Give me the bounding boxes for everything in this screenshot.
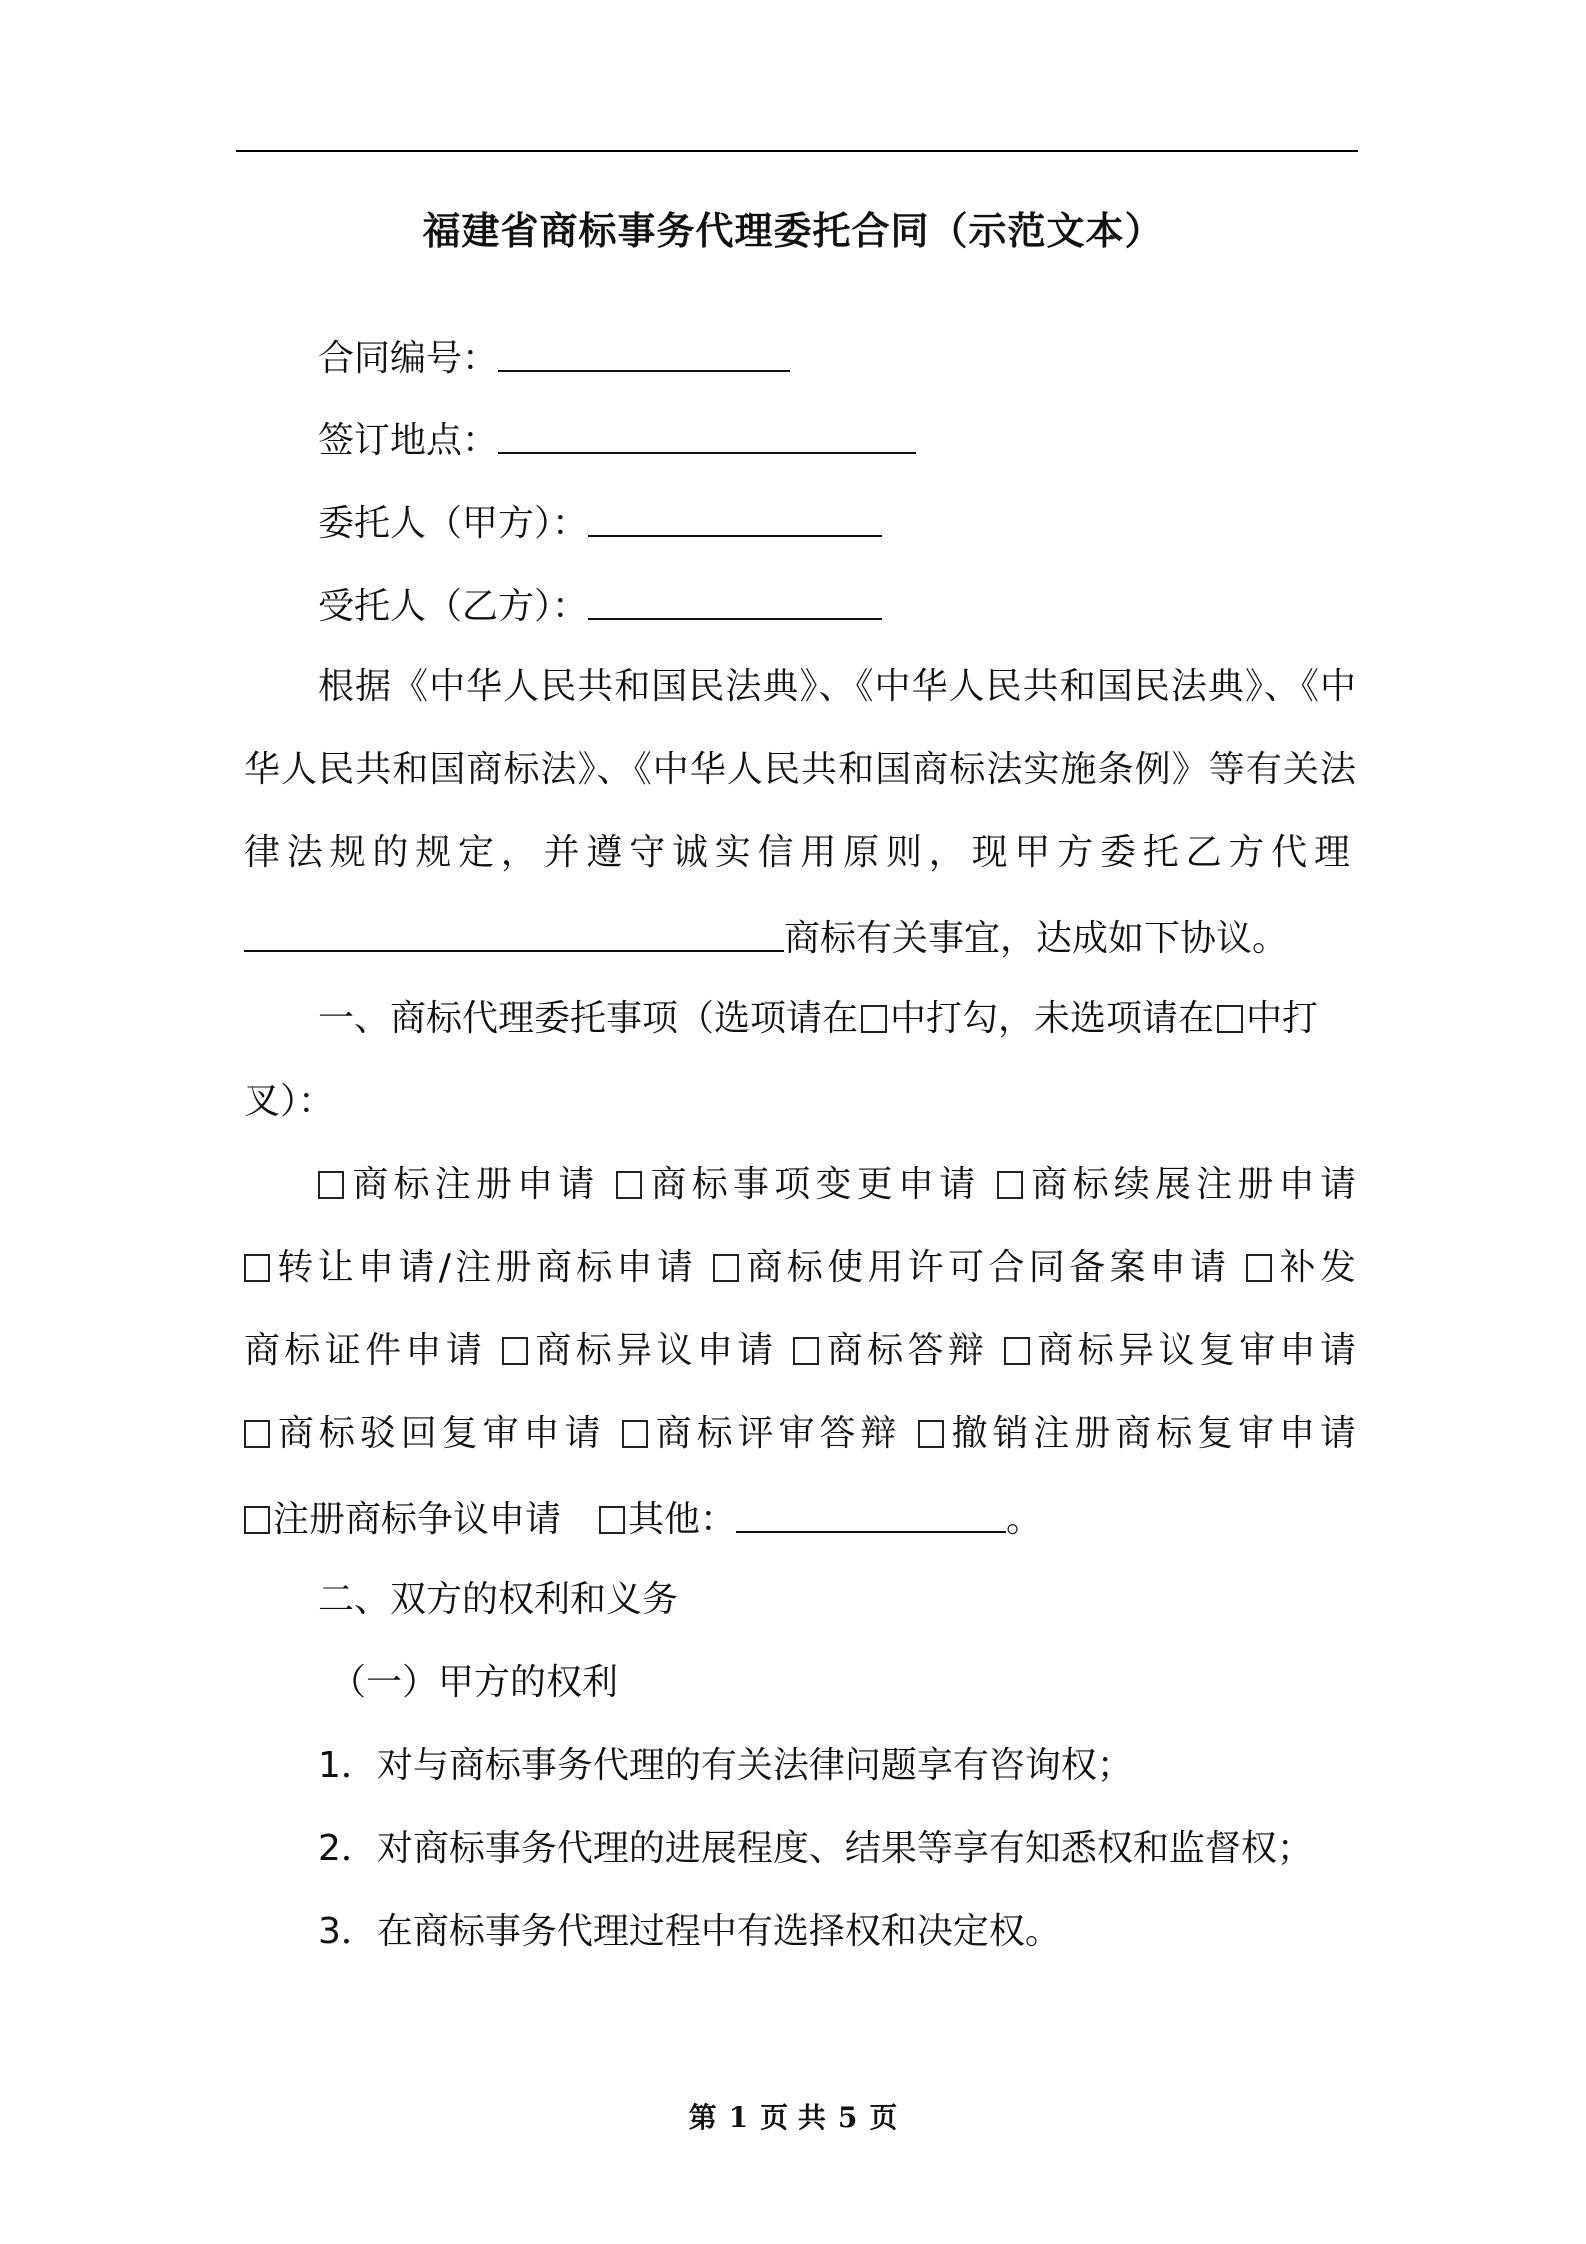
options-row-5 (244, 1489, 1356, 1545)
option-license-filing[interactable] (713, 1247, 1230, 1288)
party-b-blank[interactable] (588, 576, 882, 620)
option-change-application[interactable] (616, 1164, 980, 1205)
other-blank[interactable] (736, 1489, 1006, 1533)
checkbox-icon[interactable] (1004, 1337, 1030, 1365)
right-item-2: 2．对商标事务代理的进展程度、结果等享有知悉权和监督权； (318, 1828, 1313, 1869)
preamble-line-4-text: 商标有关事宜，达成如下协议。 (784, 918, 1289, 959)
party-b-label: 受托人（乙方）： (318, 586, 589, 627)
checkbox-icon[interactable] (599, 1506, 625, 1534)
document-title: 福建省商标事务代理委托合同（示范文本） (422, 209, 1164, 253)
checkbox-icon[interactable] (1246, 1254, 1272, 1282)
contract-number-label: 合同编号： (318, 338, 499, 379)
footer-total-pages: 5 (837, 2101, 858, 2134)
option-label: 商标答辩 (822, 1330, 989, 1371)
option-label: 商标使用许可合同备案申请 (742, 1247, 1231, 1288)
option-opposition-application[interactable] (502, 1330, 778, 1371)
option-trademark-registration[interactable] (318, 1164, 600, 1205)
footer-suffix: 页 (869, 2101, 898, 2134)
section1-heading-cont: 叉）： (244, 1081, 335, 1122)
options-row-3 (244, 1323, 1356, 1379)
right-item-3: 3．在商标事务代理过程中有选择权和决定权。 (318, 1911, 1061, 1952)
checkbox-icon[interactable] (997, 1171, 1023, 1199)
section2-sub-heading: （一）甲方的权利 (330, 1662, 619, 1703)
agency-matter-blank[interactable] (244, 908, 784, 952)
footer-prefix: 第 (688, 2101, 717, 2134)
option-label: 商标注册申请 (347, 1164, 600, 1205)
checkbox-icon (1217, 1005, 1243, 1033)
right-item-1: 1．对与商标事务代理的有关法律问题享有咨询权； (318, 1745, 1133, 1786)
footer-page-number: 1 (728, 2101, 749, 2134)
option-label: 其他： (628, 1499, 737, 1540)
contract-number-blank[interactable] (498, 328, 790, 372)
section1-heading-part-a: 一、商标代理委托事项（选项请在 (318, 998, 859, 1039)
option-label: 商标异议申请 (531, 1330, 778, 1371)
option-label-cont: 商标证件申请 (244, 1330, 487, 1371)
signing-place-label: 签订地点： (318, 420, 499, 461)
checkbox-icon[interactable] (244, 1254, 270, 1282)
option-label: 撤销注册商标复审申请 (946, 1413, 1356, 1454)
signing-place-blank[interactable] (498, 410, 916, 454)
option-label: 商标驳回复审申请 (273, 1413, 606, 1454)
option-dispute-application[interactable] (244, 1499, 561, 1540)
signing-place-line (318, 410, 1356, 466)
checkbox-icon[interactable] (713, 1254, 739, 1282)
option-review-defense[interactable] (622, 1413, 902, 1454)
option-label: 商标续展注册申请 (1026, 1164, 1356, 1205)
option-renewal-application[interactable] (997, 1164, 1356, 1205)
option-other[interactable] (599, 1499, 736, 1540)
option-rejection-review[interactable] (244, 1413, 605, 1454)
option-label: 转让申请/注册商标申请 (273, 1247, 698, 1288)
party-b-line (318, 576, 1356, 632)
checkbox-icon[interactable] (793, 1337, 819, 1365)
checkbox-icon[interactable] (318, 1171, 344, 1199)
option-opposition-review[interactable] (1004, 1330, 1356, 1371)
checkbox-icon[interactable] (622, 1420, 648, 1448)
option-transfer-application[interactable] (244, 1247, 697, 1288)
preamble-line-2: 华人民共和国商标法》、《中华人民共和国商标法实施条例》等有关法 (244, 749, 1356, 790)
option-reissue-certificate[interactable] (1246, 1247, 1356, 1288)
options-row-2 (244, 1240, 1356, 1296)
contract-number-line (318, 328, 1356, 384)
options-row-4 (244, 1406, 1356, 1462)
checkbox-icon[interactable] (244, 1506, 270, 1534)
section1-heading-part-c: 中打 (1246, 998, 1319, 1039)
option-cancellation-review[interactable] (918, 1413, 1356, 1454)
preamble-line-3: 律法规的规定，并遵守诚实信用原则，现甲方委托乙方代理 (244, 832, 1356, 873)
options-row-1 (318, 1157, 1356, 1213)
section1-heading (318, 991, 1356, 1047)
checkbox-icon[interactable] (502, 1337, 528, 1365)
option-label: 商标事项变更申请 (645, 1164, 981, 1205)
option-defense[interactable] (793, 1330, 988, 1371)
page-footer (0, 2096, 1586, 2136)
option-label: 注册商标争议申请 (273, 1499, 562, 1540)
party-a-line (318, 493, 1356, 549)
preamble-line-4 (244, 908, 1356, 964)
header-rule (236, 150, 1358, 152)
checkbox-icon[interactable] (244, 1420, 270, 1448)
section1-heading-part-b: 中打勾，未选项请在 (890, 998, 1215, 1039)
preamble-line-1: 根据《中华人民共和国民法典》、《中华人民共和国民法典》、《中 (318, 666, 1356, 707)
footer-middle: 页 共 (760, 2101, 826, 2134)
option-label: 商标评审答辩 (650, 1413, 902, 1454)
option-label: 补发 (1275, 1247, 1356, 1288)
party-a-blank[interactable] (588, 493, 882, 537)
checkbox-icon[interactable] (616, 1171, 642, 1199)
party-a-label: 委托人（甲方）： (318, 503, 589, 544)
option-label: 商标异议复审申请 (1033, 1330, 1356, 1371)
checkbox-icon[interactable] (918, 1420, 944, 1448)
section2-heading: 二、双方的权利和义务 (318, 1579, 679, 1620)
option-other-end: 。 (1006, 1499, 1043, 1540)
checkbox-icon (861, 1005, 887, 1033)
